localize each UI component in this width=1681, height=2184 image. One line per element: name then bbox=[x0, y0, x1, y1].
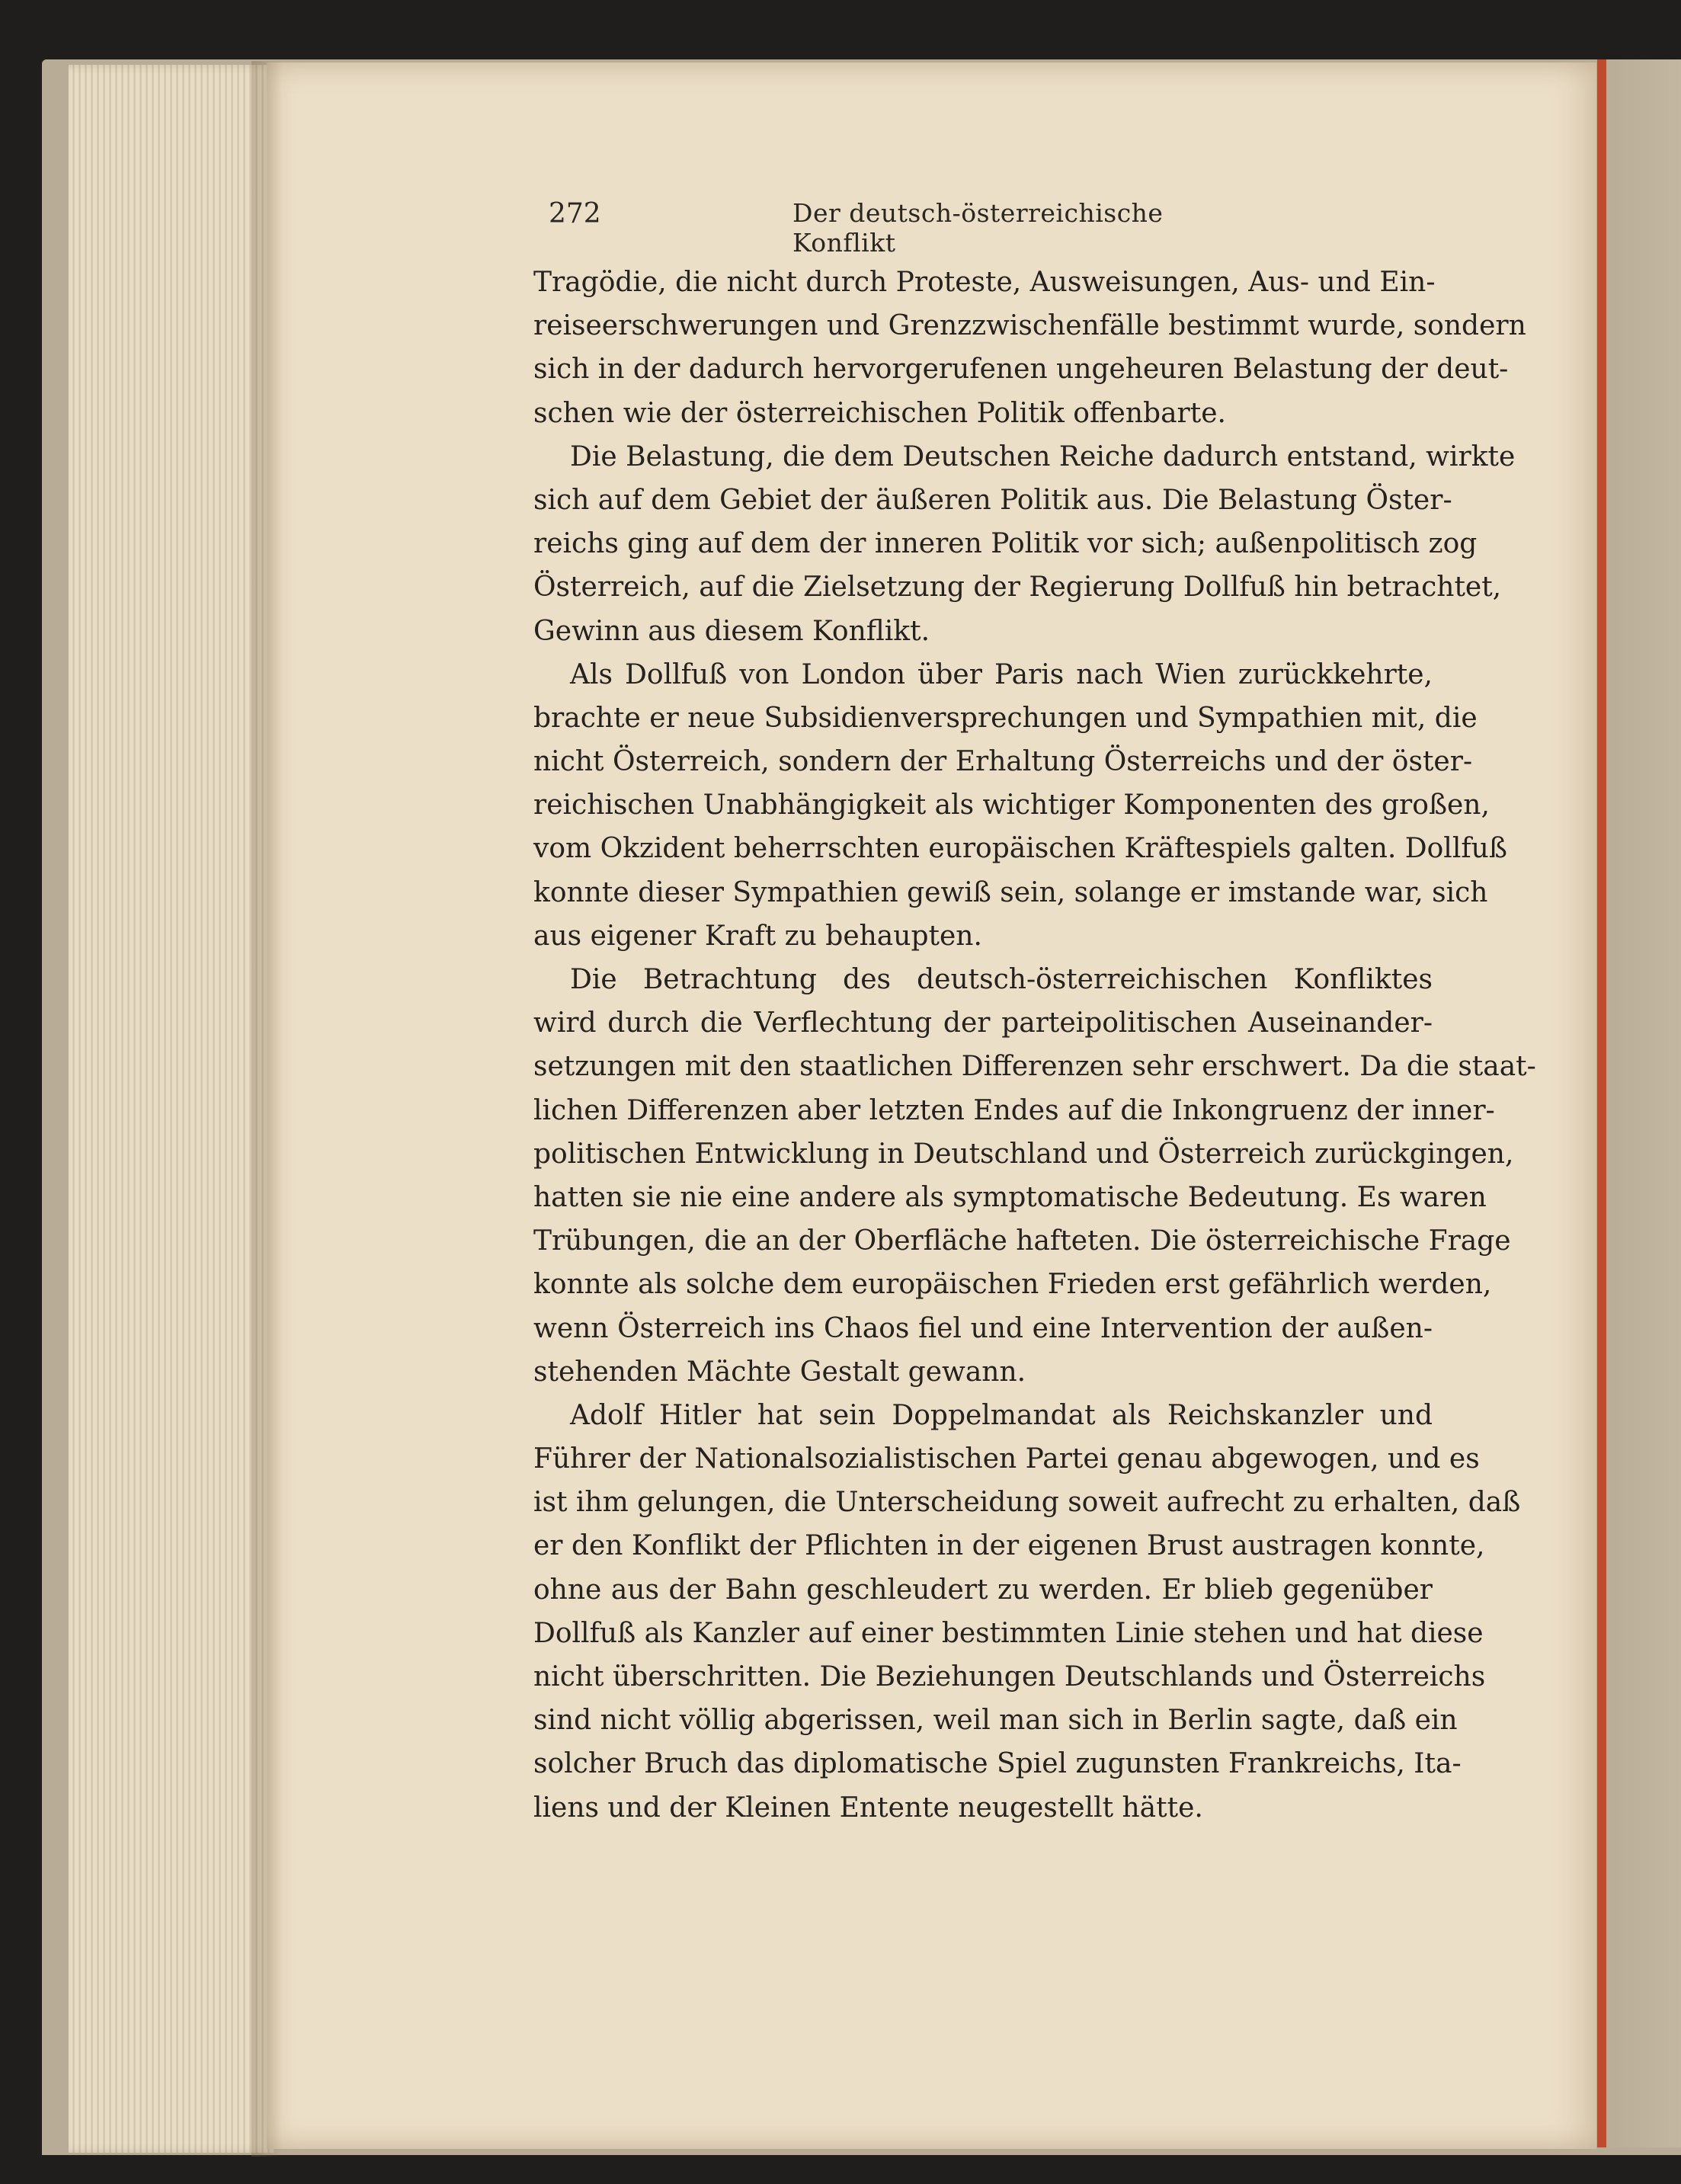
text-line: sind nicht völlig abgerissen, weil man sich in Berlin sagte, daß ein bbox=[533, 1705, 1458, 1737]
text-line: Die Belastung, die dem Deutschen Reiche dadurch entstand, wirkte bbox=[570, 440, 1516, 472]
text-line: Die Betrachtung des deutsch-österreichischen Konfliktes bbox=[570, 964, 1433, 995]
text-line: liens und der Kleinen Entente neugestellt hätte. bbox=[533, 1792, 1203, 1824]
text-line: Österreich, auf die Zielsetzung der Regierung Dollfuß hin betrachtet, bbox=[533, 572, 1502, 604]
text-line: konnte dieser Sympathien gewiß sein, solange er imstande war, sich bbox=[533, 876, 1488, 908]
text-line: reichs ging auf dem der inneren Politik vor sich; außenpolitisch zog bbox=[533, 528, 1478, 560]
text-line: Adolf Hitler hat sein Doppelmandat als Reichskanzler und bbox=[570, 1399, 1433, 1431]
text-line: lichen Differenzen aber letzten Endes auf die Inkongruenz der inner- bbox=[533, 1094, 1495, 1126]
text-line: ist ihm gelungen, die Unterscheidung soweit aufrecht zu erhalten, daß bbox=[533, 1487, 1521, 1519]
body-text bbox=[533, 261, 1536, 1830]
text-line: politischen Entwicklung in Deutschland und Österreich zurückgingen, bbox=[533, 1138, 1514, 1170]
text-line: Dollfuß als Kanzler auf einer bestimmten Linie stehen und hat diese bbox=[533, 1617, 1484, 1649]
text-line: stehenden Mächte Gestalt gewann. bbox=[533, 1356, 1026, 1388]
text-line: wird durch die Verflechtung der parteipolitischen Auseinander- bbox=[533, 1007, 1433, 1039]
text-line: Als Dollfuß von London über Paris nach Wien zurückkehrte, bbox=[570, 658, 1433, 690]
text-line: aus eigener Kraft zu behaupten. bbox=[533, 920, 982, 952]
text-line: konnte als solche dem europäischen Frieden erst gefährlich werden, bbox=[533, 1269, 1492, 1301]
chapter-title: Der deutsch-österreichische Konflikt bbox=[792, 198, 1164, 258]
page-edges bbox=[69, 65, 274, 2153]
text-line: Trübungen, die an der Oberfläche hafteten. Die österreichische Frage bbox=[533, 1225, 1511, 1257]
text-line: sich in der dadurch hervorgerufenen ungeheuren Belastung der deut- bbox=[533, 354, 1509, 386]
text-line: wenn Österreich ins Chaos fiel und eine Intervention der außen- bbox=[533, 1312, 1433, 1344]
text-line: vom Okzident beherrschten europäischen Kräftespiels galten. Dollfuß bbox=[533, 833, 1507, 865]
book-edge-right bbox=[1597, 59, 1681, 2147]
text-line: Tragödie, die nicht durch Proteste, Ausweisungen, Aus- und Ein- bbox=[533, 267, 1436, 298]
text-line: nicht überschritten. Die Beziehungen Deutschlands und Österreichs bbox=[533, 1661, 1486, 1692]
text-line: hatten sie nie eine andere als symptomatische Bedeutung. Es waren bbox=[533, 1181, 1487, 1213]
text-line: er den Konflikt der Pflichten in der eigenen Brust austragen konnte, bbox=[533, 1530, 1485, 1562]
text-line: setzungen mit den staatlichen Differenzen sehr erschwert. Da die staat- bbox=[533, 1051, 1536, 1083]
running-head bbox=[549, 198, 1234, 258]
text-line: Führer der Nationalsozialistischen Partei genau abgewogen, und es bbox=[533, 1443, 1480, 1475]
text-line: solcher Bruch das diplomatische Spiel zugunsten Frankreichs, Ita- bbox=[533, 1748, 1462, 1780]
text-line: schen wie der österreichischen Politik offenbarte. bbox=[533, 397, 1226, 429]
text-line: nicht Österreich, sondern der Erhaltung Österreichs und der öster- bbox=[533, 746, 1473, 778]
page-number: 272 bbox=[549, 198, 601, 229]
text-line: reichischen Unabhängigkeit als wichtiger Komponenten des großen, bbox=[533, 789, 1490, 821]
text-line: sich auf dem Gebiet der äußeren Politik aus. Die Belastung Öster- bbox=[533, 484, 1452, 516]
text-line: Gewinn aus diesem Konflikt. bbox=[533, 615, 930, 647]
gutter-shadow bbox=[251, 61, 282, 2157]
text-line: reiseerschwerungen und Grenzzwischenfälle bestimmt wurde, sondern bbox=[533, 310, 1526, 342]
text-line: brachte er neue Subsidienversprechungen und Sympathien mit, die bbox=[533, 702, 1478, 734]
text-line: ohne aus der Bahn geschleudert zu werden. Er blieb gegenüber bbox=[533, 1574, 1433, 1606]
